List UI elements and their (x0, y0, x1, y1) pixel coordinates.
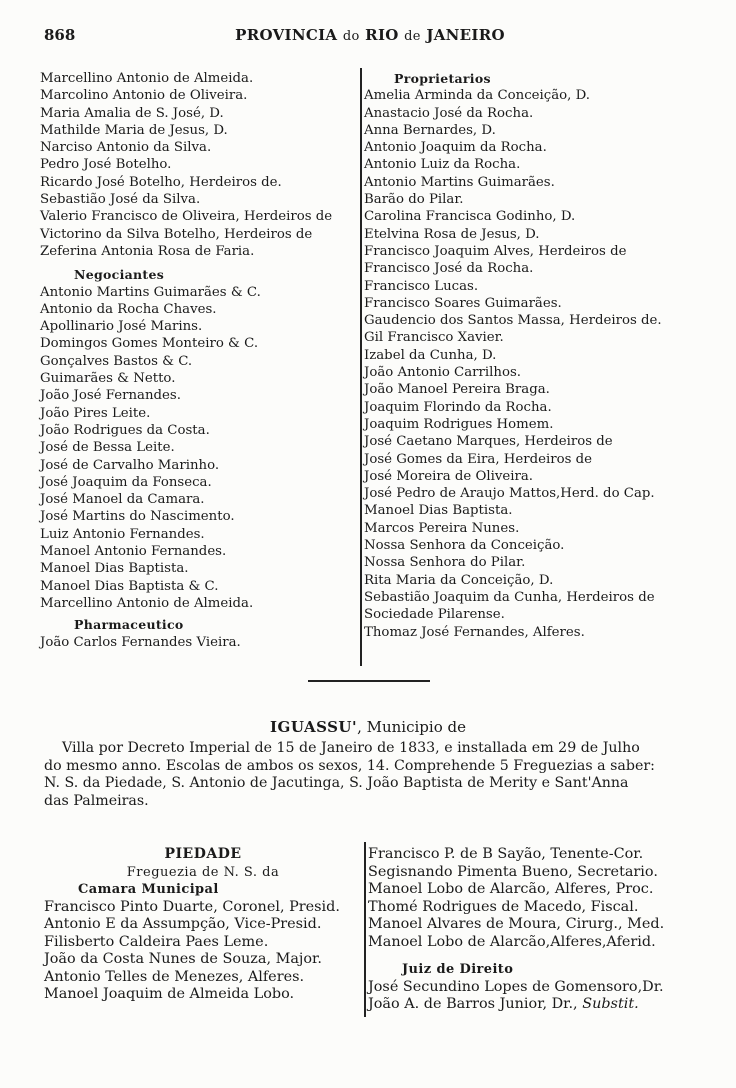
list-item: Carolina Francisca Godinho, D. (364, 209, 576, 225)
list-item: Pedro José Botelho. (40, 157, 172, 173)
list-item: José Moreira de Oliveira. (364, 468, 534, 484)
list-item: Ricardo José Botelho, Herdeiros de. (40, 174, 282, 190)
list-item: Marcellino Antonio de Almeida. (40, 595, 254, 611)
list-item: Francisco José da Rocha. (364, 261, 534, 277)
list-item: José Manoel da Camara. (40, 492, 205, 508)
list-item: Sebastião José da Silva. (40, 192, 201, 208)
list-item: Narciso Antonio da Silva. (40, 140, 212, 156)
top-left-column (40, 70, 360, 651)
camara-list-continued (368, 846, 698, 951)
heading-piedade: PIEDADE (164, 846, 242, 862)
page-title (44, 26, 696, 44)
list-item: Domingos Gomes Monteiro & C. (40, 336, 259, 352)
juiz-substituto-name: João A. de Barros Junior, Dr., (368, 996, 583, 1012)
page-header (44, 26, 696, 48)
municipio-description (44, 740, 694, 810)
list-item: Manoel Antonio Fernandes. (40, 544, 227, 560)
list-item: Antonio Martins Guimarães & C. (40, 284, 261, 300)
heading-camara-municipal: Camara Municipal (78, 882, 219, 897)
page-number: 868 (44, 26, 76, 44)
title-provincia: PROVINCIA (235, 26, 338, 44)
list-item: Gaudencio dos Santos Massa, Herdeiros de. (364, 313, 662, 329)
paragraph-line: N. S. da Piedade, S. Antonio de Jacutinga, S. João Baptista de Merity e Sant'Anna (44, 775, 629, 792)
list-item: José Secundino Lopes de Gomensoro,Dr. (368, 978, 664, 995)
list-item: Gonçalves Bastos & C. (40, 353, 193, 369)
list-item: João Rodrigues da Costa. (40, 422, 210, 438)
heading-negociantes: Negociantes (74, 267, 165, 283)
list-item: Guimarães & Netto. (40, 371, 176, 387)
column-divider-bottom (364, 842, 366, 1017)
list-item: Manoel Dias Baptista. (364, 503, 513, 519)
list-item: Barão do Pilar. (364, 192, 464, 208)
list-item: Mathilde Maria de Jesus, D. (40, 122, 228, 138)
list-item: Francisco Joaquim Alves, Herdeiros de (364, 243, 627, 259)
list-item: Nossa Senhora da Conceição. (364, 538, 565, 554)
list-item: Izabel da Cunha, D. (364, 347, 497, 363)
heading-pharmaceutico: Pharmaceutico (74, 617, 184, 633)
list-item: Rita Maria da Conceição, D. (364, 572, 554, 588)
title-rio: RIO (365, 26, 399, 44)
list-item: Thomé Rodrigues de Macedo, Fiscal. (368, 898, 639, 915)
names-list-a (40, 70, 360, 260)
list-item: Manoel Joaquim de Almeida Lobo. (44, 986, 295, 1002)
list-item: Gil Francisco Xavier. (364, 330, 504, 346)
list-item: Sociedade Pilarense. (364, 607, 505, 623)
list-item: Etelvina Rosa de Jesus, D. (364, 226, 540, 242)
list-item: Maria Amalia de S. José, D. (40, 105, 224, 121)
list-item: Marcolino Antonio de Oliveira. (40, 88, 248, 104)
list-item: Victorino da Silva Botelho, Herdeiros de (40, 226, 313, 242)
list-item: Manoel Alvares de Moura, Cirurg., Med. (368, 916, 665, 932)
list-item: Marcellino Antonio de Almeida. (40, 71, 254, 86)
section-separator (308, 680, 430, 682)
list-item: Francisco Lucas. (364, 278, 479, 294)
list-item: Valerio Francisco de Oliveira, Herdeiros de (40, 209, 333, 225)
list-item: João José Fernandes. (40, 388, 181, 404)
list-item: José de Carvalho Marinho. (40, 457, 220, 473)
list-item: Francisco P. de B Sayão, Tenente-Cor. (368, 846, 644, 862)
list-item: José Gomes da Eira, Herdeiros de (364, 451, 593, 467)
list-item: José Joaquim da Fonseca. (40, 474, 212, 490)
list-item: Antonio E da Assumpção, Vice-Presid. (44, 916, 322, 932)
title-de: de (404, 29, 421, 44)
list-item: Manoel Dias Baptista & C. (40, 578, 219, 594)
list-item: Thomaz José Fernandes, Alferes. (364, 624, 585, 640)
paragraph-line: Villa por Decreto Imperial de 15 de Janeiro de 1833, e installada em 29 de Julho (62, 740, 640, 756)
list-item: Francisco Pinto Duarte, Coronel, Presid. (44, 898, 340, 915)
list-item (368, 996, 698, 1014)
list-item: Joaquim Rodrigues Homem. (364, 416, 554, 432)
title-janeiro: JANEIRO (426, 26, 505, 44)
list-item: Nossa Senhora do Pilar. (364, 555, 526, 571)
list-item: Antonio Telles de Menezes, Alferes. (44, 968, 305, 985)
list-item: Luiz Antonio Fernandes. (40, 526, 205, 542)
list-item: Amelia Arminda da Conceição, D. (364, 88, 591, 104)
list-item: Zeferina Antonia Rosa de Faria. (40, 243, 255, 259)
list-item: João Pires Leite. (40, 405, 151, 421)
list-item: Joaquim Florindo da Rocha. (364, 399, 552, 415)
title-do: do (342, 29, 360, 44)
column-divider-top (360, 68, 362, 666)
heading-proprietarios: Proprietarios (394, 71, 491, 86)
list-item: João Antonio Carrilhos. (364, 365, 521, 381)
list-item: Manoel Lobo de Alarcão, Alferes, Proc. (368, 881, 654, 897)
list-item: Antonio Martins Guimarães. (364, 174, 555, 190)
top-right-column (364, 70, 704, 641)
list-item: José Martins do Nascimento. (40, 509, 235, 525)
list-item: Apollinario José Marins. (40, 319, 203, 335)
list-item: Antonio Joaquim da Rocha. (364, 140, 547, 156)
municipio-name: IGUASSU' (270, 718, 358, 736)
list-item: Filisberto Caldeira Paes Leme. (44, 933, 269, 950)
list-item: José de Bessa Leite. (40, 440, 175, 456)
list-item: Marcos Pereira Nunes. (364, 520, 520, 536)
negociantes-list (40, 284, 360, 613)
municipio-title (0, 718, 736, 736)
list-item: João Carlos Fernandes Vieira. (40, 634, 241, 650)
municipio-suffix: , Municipio de (357, 718, 466, 736)
list-item: Segisnando Pimenta Bueno, Secretario. (368, 863, 658, 880)
list-item: José Caetano Marques, Herdeiros de (364, 434, 613, 450)
camara-list (44, 899, 362, 1004)
list-item: Anna Bernardes, D. (364, 122, 496, 138)
list-item: Antonio da Rocha Chaves. (40, 301, 217, 317)
bottom-left-column (44, 846, 362, 1004)
proprietarios-list (364, 87, 704, 641)
bottom-right-column (368, 846, 698, 1014)
heading-juiz-de-direito: Juiz de Direito (402, 962, 514, 977)
list-item: João Manoel Pereira Braga. (364, 382, 550, 398)
list-item: Antonio Luiz da Rocha. (364, 157, 521, 173)
list-item: Manoel Lobo de Alarcão,Alferes,Aferid. (368, 933, 656, 950)
list-item: Francisco Soares Guimarães. (364, 295, 562, 311)
list-item: Sebastião Joaquim da Cunha, Herdeiros de (364, 589, 655, 605)
paragraph-line: das Palmeiras. (44, 792, 149, 809)
substituto-label: Substit. (582, 996, 639, 1012)
list-item: Anastacio José da Rocha. (364, 105, 534, 121)
list-item: Manoel Dias Baptista. (40, 561, 189, 577)
list-item: José Pedro de Araujo Mattos,Herd. do Cap. (364, 486, 655, 502)
list-item: João da Costa Nunes de Souza, Major. (44, 951, 322, 967)
freguezia-label: Freguezia de N. S. da (126, 864, 280, 880)
paragraph-line: do mesmo anno. Escolas de ambos os sexos, 14. Comprehende 5 Freguezias a saber: (44, 757, 655, 774)
